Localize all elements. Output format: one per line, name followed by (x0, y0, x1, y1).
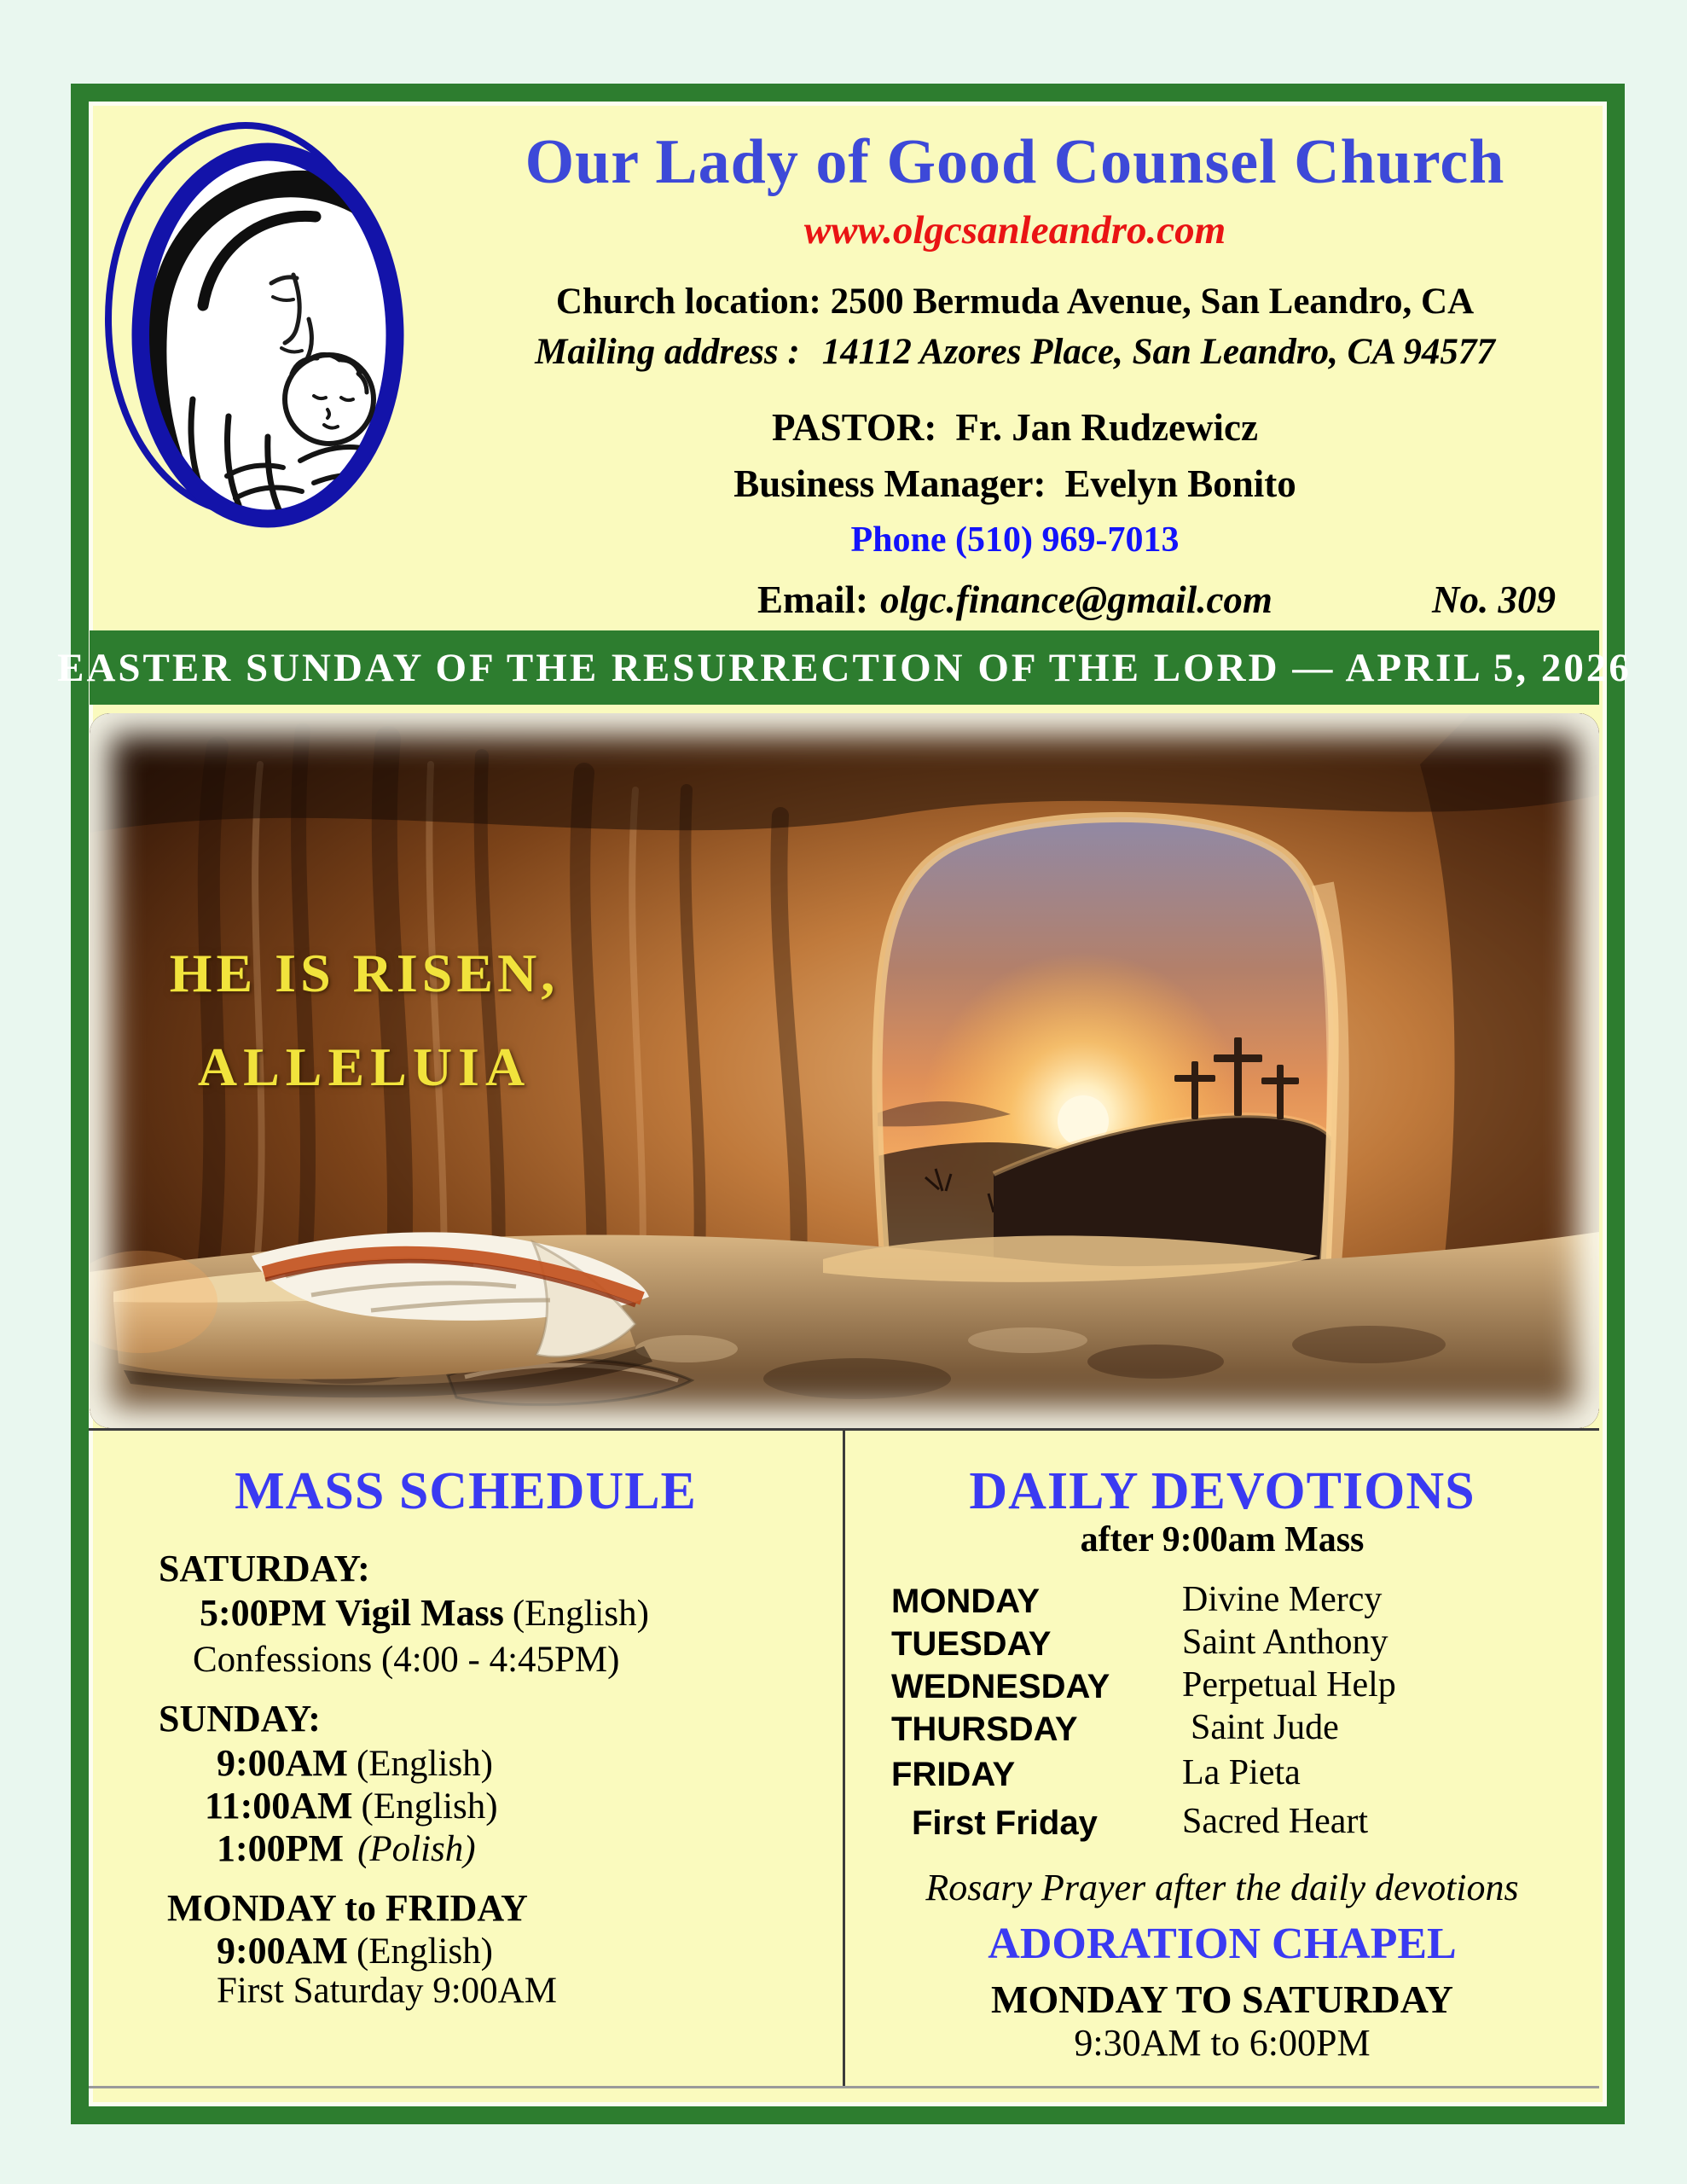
weekday-mass-language: (English) (356, 1931, 494, 1972)
first-saturday-line: First Saturday 9:00AM (217, 1971, 557, 2011)
pastor-label: PASTOR: (772, 405, 937, 449)
church-location: Church location: 2500 Bermuda Avenue, San Leandro, CA (555, 281, 1475, 322)
hero-line-2: ALLELUIA (197, 1037, 531, 1097)
devotion-day: FRIDAY (891, 1756, 1016, 1793)
email-line (426, 578, 1603, 622)
weekday-heading: MONDAY to FRIDAY (167, 1887, 528, 1929)
sunday-mass-2-language: (English) (361, 1786, 498, 1827)
devotion-name: Divine Mercy (1182, 1580, 1383, 1619)
business-manager-label: Business Manager: (733, 462, 1046, 505)
business-manager-line (426, 462, 1603, 506)
email-value: olgc.finance@gmail.com (880, 578, 1272, 621)
header (426, 127, 1603, 622)
hero-line-1: HE IS RISEN, (169, 943, 559, 1003)
adoration-hours: 9:30AM to 6:00PM (1074, 2022, 1371, 2064)
sunday-mass-2 (205, 1784, 498, 1827)
pastor-name: Fr. Jan Rudzewicz (955, 405, 1258, 449)
devotion-day: TUESDAY (891, 1625, 1052, 1663)
weekday-mass-line (217, 1929, 493, 1972)
schedule-section (89, 1428, 1599, 2088)
devotion-name: Saint Anthony (1182, 1623, 1388, 1662)
phone-line: Phone (510) 969-7013 (850, 520, 1180, 560)
hero-text (108, 942, 620, 1099)
daily-devotions-subtitle: after 9:00am Mass (1080, 1520, 1365, 1560)
devotion-name: Saint Jude (1191, 1708, 1339, 1747)
devotion-name: La Pieta (1182, 1753, 1301, 1792)
pastor-line (426, 405, 1603, 450)
saturday-mass-time: 5:00PM Vigil Mass (200, 1592, 504, 1634)
page-title: Our Lady of Good Counsel Church (525, 127, 1505, 197)
church-logo (99, 116, 420, 539)
easter-banner (57, 630, 1632, 705)
tomb-photo (90, 713, 1599, 1428)
adoration-chapel-title: ADORATION CHAPEL (988, 1920, 1457, 1968)
sunday-mass-3 (217, 1827, 476, 1870)
rosary-note: Rosary Prayer after the daily devotions (925, 1867, 1519, 1908)
devotion-day: MONDAY (891, 1583, 1041, 1620)
weekday-mass-time: 9:00AM (217, 1930, 348, 1972)
devotion-name: Sacred Heart (1182, 1802, 1369, 1841)
sunday-heading: SUNDAY: (159, 1698, 321, 1740)
adoration-days: MONDAY TO SATURDAY (991, 1978, 1453, 2021)
saturday-mass-language: (English) (512, 1594, 649, 1634)
confessions-line: Confessions (4:00 - 4:45PM) (193, 1640, 620, 1680)
sunday-mass-2-time: 11:00AM (205, 1785, 353, 1827)
mailing-label: Mailing address : (535, 331, 800, 372)
devotion-day: WEDNESDAY (891, 1668, 1110, 1705)
saturday-heading: SATURDAY: (159, 1548, 370, 1589)
daily-devotions-title: DAILY DEVOTIONS (969, 1462, 1475, 1520)
sunday-mass-3-language: (Polish) (357, 1829, 476, 1869)
mailing-address (426, 331, 1603, 373)
sunday-mass-3-time: 1:00PM (217, 1827, 345, 1869)
website-url: www.olgcsanleandro.com (803, 207, 1226, 253)
easter-banner-title: EASTER SUNDAY OF THE RESURRECTION OF THE LORD — APRIL 5, 2026 (57, 645, 1632, 690)
sunday-mass-1 (217, 1741, 493, 1785)
devotion-name: Perpetual Help (1182, 1665, 1396, 1705)
devotion-day: THURSDAY (891, 1711, 1078, 1748)
sunday-mass-1-time: 9:00AM (217, 1742, 348, 1784)
issue-number: No. 309 (1432, 578, 1556, 621)
madonna-and-child-icon (99, 116, 420, 539)
mailing-value: 14112 Azores Place, San Leandro, CA 94577 (821, 331, 1495, 372)
mass-schedule-title: MASS SCHEDULE (235, 1462, 697, 1520)
business-manager-name: Evelyn Bonito (1064, 462, 1296, 505)
sunday-mass-1-language: (English) (356, 1744, 494, 1784)
saturday-mass-line (200, 1591, 649, 1635)
email-label: Email: (757, 578, 869, 621)
devotion-day: First Friday (912, 1804, 1098, 1842)
